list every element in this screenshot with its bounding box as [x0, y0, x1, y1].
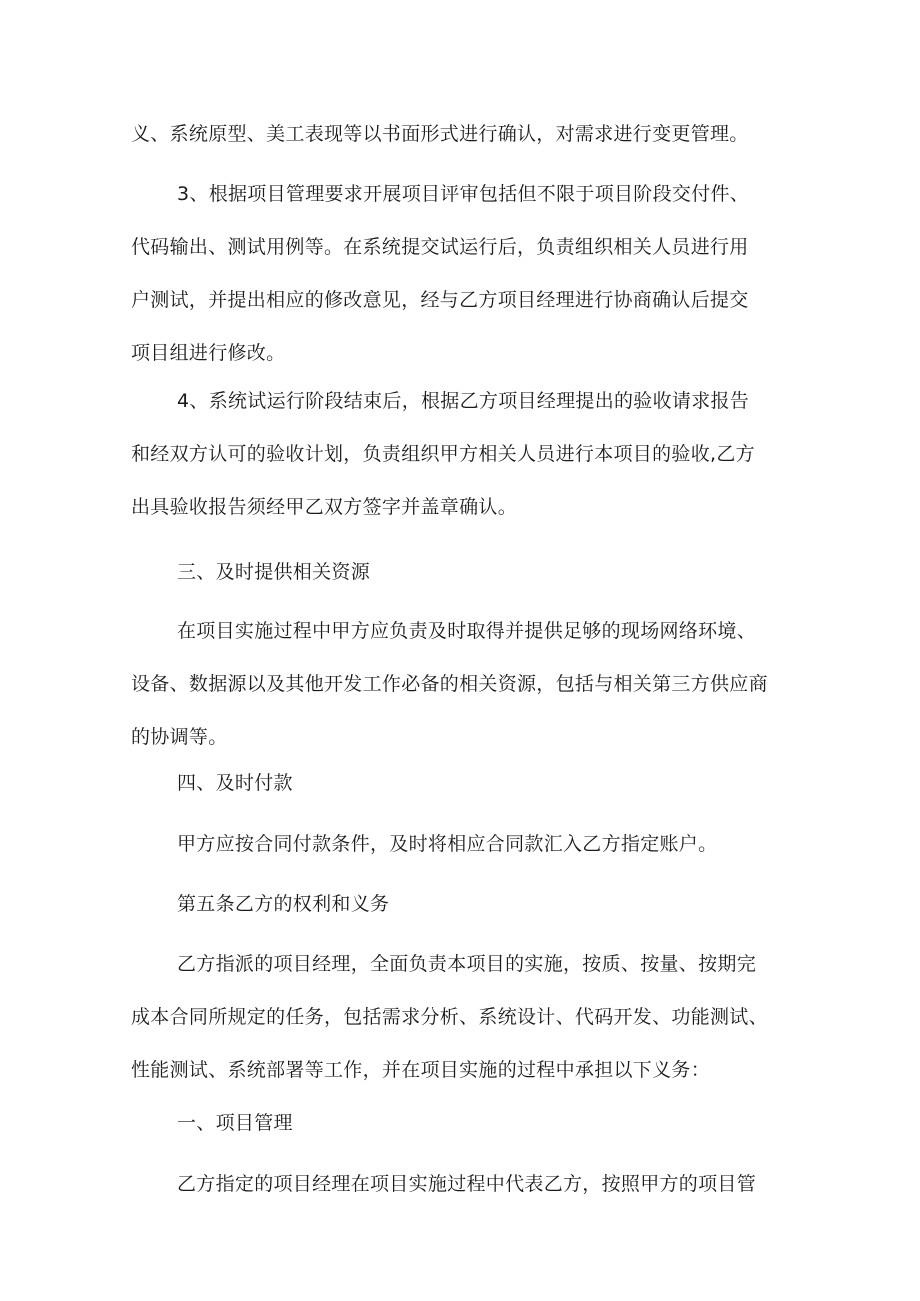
- text-line: 项目组进行修改。: [131, 342, 286, 364]
- heading-text: 四、及时付款: [177, 772, 293, 794]
- text-line: 和经双方认可的验收计划，负责组织甲方相关人员进行本项目的验收,乙方: [131, 443, 755, 465]
- paragraph-requirements-confirmation: [131, 108, 791, 161]
- paragraph-project-management: [131, 1158, 791, 1211]
- paragraph-item-4-acceptance: [131, 375, 791, 534]
- paragraph-item-3-review: [131, 168, 791, 380]
- text-line: 3、根据项目管理要求开展项目评审包括但不限于项目阶段交付件、: [177, 183, 750, 205]
- section-heading-article-5: [131, 878, 791, 931]
- text-line: 设备、数据源以及其他开发工作必备的相关资源，包括与相关第三方供应商: [131, 673, 768, 695]
- text-line: 在项目实施过程中甲方应负责及时取得并提供足够的现场网络环境、: [177, 620, 757, 642]
- paragraph-payment: [131, 818, 791, 871]
- heading-text: 一、项目管理: [177, 1112, 293, 1134]
- text-line: 代码输出、测试用例等。在系统提交试运行后，负责组织相关人员进行用: [131, 236, 749, 258]
- heading-text: 第五条乙方的权利和义务: [177, 893, 390, 915]
- section-heading-resources: [131, 546, 791, 599]
- text-line: 乙方指定的项目经理在项目实施过程中代表乙方，按照甲方的项目管: [177, 1173, 757, 1195]
- text-line: 甲方应按合同付款条件，及时将相应合同款汇入乙方指定账户。: [177, 833, 718, 855]
- text-line: 性能测试、系统部署等工作，并在项目实施的过程中承担以下义务：: [131, 1059, 711, 1081]
- heading-text: 三、及时提供相关资源: [177, 561, 371, 583]
- text-line: 户测试，并提出相应的修改意见，经与乙方项目经理进行协商确认后提交: [131, 289, 749, 311]
- section-heading-project-management: [131, 1097, 791, 1150]
- text-line: 乙方指派的项目经理，全面负责本项目的实施，按质、按量、按期完: [177, 953, 757, 975]
- paragraph-article-5: [131, 938, 791, 1097]
- text-line: 成本合同所规定的任务，包括需求分析、系统设计、代码开发、功能测试、: [131, 1006, 768, 1028]
- text-line: 4、系统试运行阶段结束后，根据乙方项目经理提出的验收请求报告: [177, 390, 750, 412]
- paragraph-resources: [131, 605, 791, 764]
- text-line: 义、系统原型、美工表现等以书面形式进行确认，对需求进行变更管理。: [131, 123, 749, 145]
- text-line: 的协调等。: [131, 726, 228, 748]
- section-heading-payment: [131, 757, 791, 810]
- text-line: 出具验收报告须经甲乙双方签字并盖章确认。: [131, 496, 518, 518]
